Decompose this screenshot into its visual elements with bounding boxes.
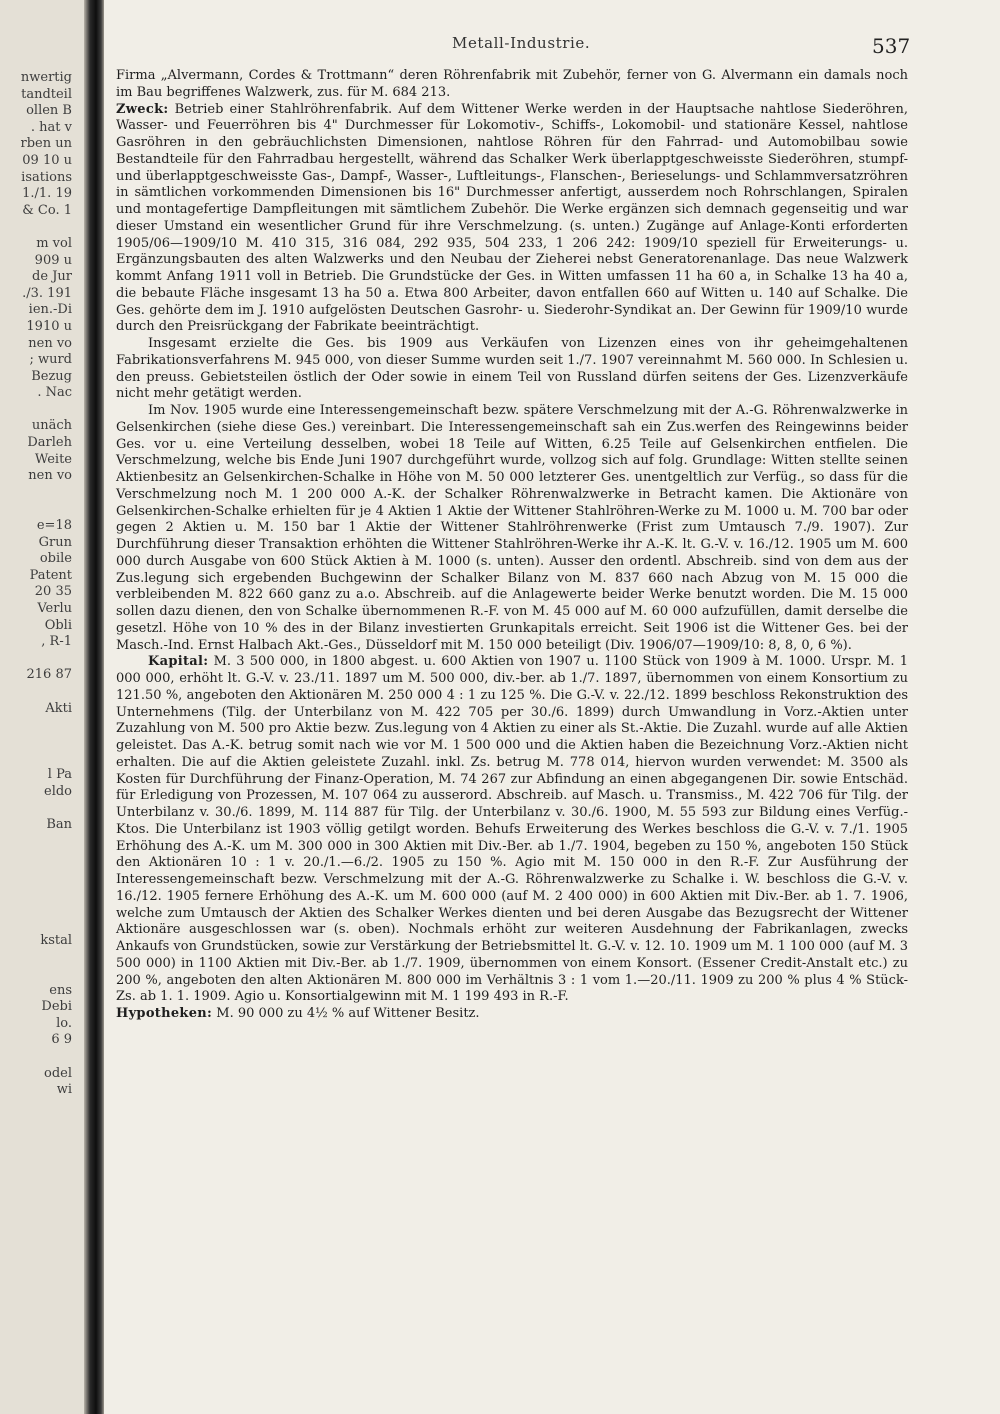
facing-page-fragment: tandteil [21,86,72,102]
facing-page-fragment [0,949,72,966]
facing-page-fragment [0,900,72,917]
facing-page-fragment: Ban [46,816,72,832]
zweck-paragraph [116,102,908,337]
hypotheken-text: M. 90 000 zu 4½ % auf Wittener Besitz. [216,1006,480,1021]
facing-page-fragment [0,219,72,236]
fusion-paragraph: Im Nov. 1905 wurde eine Interessengemeinschaft bezw. spätere Verschmelzung mit der A.-G. Röhrenwalzwerke in Gelsenkirchen (siehe diese Ges.) vereinbart. Die Interessengemeinschaft sah ein Zus.werfen des Reingewinns beider Ges. vor u. eine Verteilung desselben, wobei 18 Teile auf Witten, 6.25 Teile auf Gelsenkirchen entfielen. Die Verschmelzung, welche bis Ende Juni 1907 durchgeführt wurde, vollzog sich auf folg. Grundlage: Witten stellte seinen Aktienbesitz an Gelsenkirchen-Schalke in Höhe von M. 50 000 letzterer Ges. unentgeltlich zur Verfüg., so dass für die Verschmelzung noch M. 1 200 000 A.-K. der Schalker Röhrenwalzwerke in Betracht kamen. Die Aktionäre von Gelsenkirchen-Schalke erhielten für je 4 Aktien 1 Aktie der Wittener Stahlröhren-Werke zu M. 1000 u. M. 700 bar oder gegen 2 Aktien u. M. 150 bar 1 Aktie der Wittener Stahlröhrenwerke (Frist zum Umtausch 7./9. 1907). Zur Durchführung dieser Transaktion erhöhten die Wittener Stahlröhren-Werke ihr A.-K. lt. G.-V. v. 16./12. 1905 um M. 600 000 durch Ausgabe von 600 Stück Aktien à M. 1000 (s. unten). Ausser den ordentl. Abschreib. sind von dem aus der Zus.legung sich ergebenden Buchgewinn der Schalker Bilanz von M. 837 660 nach Abzug von M. 15 000 die verbleibenden M. 822 660 ganz zu a.o. Abschreib. auf die Anlagewerte beider Werke benutzt worden. Die M. 15 000 sollen dazu dienen, den von Schalke übernommenen R.-F. von M. 45 000 auf M. 60 000 aufzufüllen, damit derselbe die gesetzl. Höhe von 10 % des in der Bilanz investierten Grunkapitals erreicht. Seit 1906 ist die Wittener Ges. bei der Masch.-Ind. Ernst Halbach Akt.-Ges., Düsseldorf mit M. 150 000 beteiligt (Div. 1906/07—1909/10: 8, 8, 0, 6 %). [116,403,908,653]
facing-page-fragment [0,402,72,419]
facing-page-fragment: wi [56,1082,72,1098]
facing-page-fragment: Darleh [27,435,72,451]
facing-page-fragment: Patent [29,567,72,583]
facing-page-fragment: ./3. 191 [22,285,72,301]
page-number: 537 [872,34,911,58]
facing-page-fragment: . Nac [37,385,72,401]
facing-page-fragment: ; wurd [29,352,72,368]
facing-page-fragment: Verlu [37,601,72,616]
facing-page-fragment: m vol [36,235,72,251]
facing-page-fragment [0,883,72,900]
intro-paragraph: Firma „Alvermann, Cordes & Trottmann“ deren Röhrenfabrik mit Zubehör, ferner von G. Alvermann ein damals noch im Bau begriffenes Walzwerk, zus. für M. 684 213. [116,68,908,100]
facing-page-fragment: de Jur [32,269,72,285]
facing-page-fragment: 1./1. 19 [22,186,72,202]
facing-page-fragment: kstal [40,932,72,948]
facing-page-fragment [0,734,72,751]
facing-page-fragment: nen vo [28,468,72,484]
article-body [116,68,908,1023]
facing-page-fragment [0,750,72,767]
facing-page-fragment [0,717,72,734]
facing-page-fragment: . hat v [30,119,72,135]
facing-page-fragment: Obli [44,617,72,633]
book-spine [84,0,104,1414]
facing-page-fragment: obile [39,551,72,567]
facing-page-fragment: & Co. 1 [22,202,72,218]
facing-page-fragment [0,1049,72,1066]
facing-page-fragment: nen vo [28,335,72,351]
facing-page-fragment [0,651,72,668]
facing-page-fragment: 6 9 [51,1032,72,1048]
facing-page-edge [0,0,90,1414]
hypotheken-paragraph [116,1006,908,1023]
facing-page-fragment: lo. [56,1015,72,1031]
facing-page-fragment: ens [49,982,72,998]
facing-page-fragment: Akti [45,700,72,716]
facing-page-fragment: 909 u [34,252,72,268]
facing-page-fragment: ien.-Di [28,302,72,318]
facing-page-fragment: ollen B [26,103,72,119]
facing-page-fragment: , R-1 [41,634,72,650]
facing-page-fragment [0,916,72,933]
facing-page-fragment: 216 87 [26,667,72,683]
facing-page-fragment: rben un [20,136,72,152]
kapital-label: Kapital: [148,654,209,670]
facing-page-fragment [0,966,72,983]
facing-page-fragment [0,833,72,850]
facing-page-fragment: Debi [41,999,72,1015]
facing-page-fragment: 09 10 u [22,152,72,168]
running-head: Metall-Industrie. [452,34,591,52]
facing-page-fragment: e=18 [36,518,72,534]
facing-page-fragment: 1910 u [26,318,72,334]
facing-page-fragment: odel [44,1065,72,1081]
facing-page-fragment: nwertig [20,70,72,85]
facing-page-fragment [0,684,72,701]
kapital-paragraph [116,654,908,1006]
facing-page-fragment: Bezug [31,368,72,384]
facing-page-fragment [0,850,72,867]
facing-page-fragment: Weite [34,451,72,467]
facing-page-fragment: l Pa [47,766,72,782]
facing-page-fragment: unäch [31,418,72,434]
hypotheken-label: Hypotheken: [116,1006,213,1021]
facing-page-fragment [0,501,72,518]
zweck-text: Betrieb einer Stahlröhrenfabrik. Auf dem Wittener Werke werden in der Hauptsache nahtlose Siederöhren, Wasser- und Feuerröhren bis 4" Durchmesser für Lokomotiv-, Schiffs-, Lokomobil- und stationäre Kessel, nahtlose Gasröhren in den gebräuchlichsten Dimensionen, nahtlose Röhren für den Fahrrad- und Automobilbau sowie Bestandteile für den Fahrradbau hergestellt, während das Schalker Werk überlapptgeschweisste Siederöhren, stumpf- und überlapptgeschweisste Gas-, Dampf-, Wasser-, Luftleitungs-, Flanschen-, Berieselungs- und Schlammversatzröhren in sämtlichen vorkommenden Dimensionen bis 16" Durchmesser anfertigt, ausserdem noch Rohrschlangen, Spiralen und montagefertige Dampfleitungen mit sämtlichem Zubehör. Die Werke ergänzen sich demnach gegenseitig und war dieser Umstand ein wesentlicher Grund für ihre Verschmelzung. (s. unten.) Zugänge auf Anlage-Konti erforderten 1905/06—1909/10 M. 410 315, 316 084, 292 935, 504 233, 1 206 242: 1909/10 speziell für Erweiterungs- u. Ergänzungsbauten des alten Walzwerks und den Neubau der Zieherei nebst Generatorenanlage. Das neue Walzwerk kommt Anfang 1911 voll in Betrieb. Die Grundstücke der Ges. in Witten umfassen 11 ha 60 a, in Schalke 13 ha 40 a, die bebaute Fläche insgesamt 13 ha 50 a. Etwa 800 Arbeiter, davon entfallen 660 auf Witten u. 140 auf Schalke. Die Ges. gehörte dem im J. 1910 aufgelösten Deutschen Gasrohr- u. Siederohr-Syndikat an. Der Gewinn für 1909/10 wurde durch den Preisrückgang der Fabrikate beeinträchtigt. [116,101,908,335]
facing-page-fragment [0,485,72,502]
zweck-label: Zweck: [116,101,169,117]
facing-page-fragment [0,867,72,884]
kapital-text: M. 3 500 000, in 1800 abgest. u. 600 Aktien von 1907 u. 1100 Stück von 1909 à M. 1000. Urspr. M. 1 000 000, erhöht lt. G.-V. v. 23./11. 1897 um M. 500 000, div.-ber. ab 1./7. 1897, übernommen von einem Konsortium zu 121.50 %, angeboten den Aktionären M. 250 000 4 : 1 zu 125 %. Die G.-V. v. 22./12. 1899 beschloss Rekonstruktion des Unternehmens (Tilg. der Unterbilanz von M. 422 705 per 30./6. 1899) durch Umwandlung in Vorz.-Aktien unter Zuzahlung von M. 500 pro Aktie bezw. Zus.legung von 4 Aktien zu einer als St.-Aktie. Die Zuzahl. wurde auf alle Aktien geleistet. Das A.-K. betrug somit nach wie vor M. 1 500 000 und die Aktien haben die Bezeichnung Vorz.-Aktien nicht erhalten. Die auf die Aktien geleistete Zuzahl. inkl. Zs. betrug M. 778 014, hiervon wurden verwendet: M. 3500 als Kosten für Durchführung der Finanz-Operation, M. 74 267 zur Abfindung an einen abgegangenen Dir. sowie Entschäd. für Erledigung von Prozessen, M. 107 064 zu ausserord. Abschreib. auf Masch. u. Transmiss., M. 422 706 für Tilg. der Unterbilanz v. 30./6. 1899, M. 114 887 für Tilg. der Unterbilanz v. 30./6. 1900, M. 55 593 zur Bildung eines Verfüg.-Ktos. Die Unterbilanz ist 1903 völlig getilgt worden. Behufs Erweiterung des Werkes beschloss die G.-V. v. 7./1. 1905 Erhöhung des A.-K. um M. 300 000 in 300 Aktien mit Div.-Ber. ab 1./7. 1904, begeben zu 150 %, angeboten 150 Stück den Aktionären 10 : 1 v. 20./1.—6./2. 1905 zu 150 %. Agio mit M. 150 000 in den R.-F. Zur Ausführung der Interessengemeinschaft bezw. Verschmelzung mit der A.-G. Röhrenwalzwerke zu Schalke i. W. beschloss die G.-V. v. 16./12. 1905 fernere Erhöhung des A.-K. um M. 600 000 (auf M. 2 400 000) in 600 Aktien mit Div.-Ber. ab 1. 7. 1906, welche zum Umtausch der Aktien des Schalker Werkes dienten und bei deren Ausgabe das Bezugsrecht der Wittener Aktionäre ausgeschlossen war (s. oben). Nochmals erhöht zur weiteren Ausdehnung der Fabrikanlagen, zwecks Ankaufs von Grundstücken, sowie zur Verstärkung der Betriebsmittel lt. G.-V. v. 12. 10. 1909 um M. 1 100 000 (auf M. 3 500 000) in 1100 Aktien mit Div.-Ber. ab 1./7. 1909, übernommen von einem Konsort. (Essener Credit-Anstalt etc.) zu 200 %, angeboten den alten Aktionären M. 800 000 im Verhältnis 3 : 1 vom 1.—20./11. 1909 zu 200 % plus 4 % Stück-Zs. ab 1. 1. 1909. Agio u. Konsortialgewinn mit M. 1 199 493 in R.-F. [116,654,908,1005]
facing-page-fragments [0,70,72,1099]
facing-page-fragment [0,800,72,817]
lizenzen-paragraph: Insgesamt erzielte die Ges. bis 1909 aus Verkäufen von Lizenzen eines von ihr geheimgehaltenen Fabrikationsverfahrens M. 945 000, von dieser Summe wurden seit 1./7. 1907 vereinnahmt M. 560 000. In Schlesien u. den preuss. Gebietsteilen östlich der Oder sowie in einem Teil von Russland dürfen seitens der Ges. Lizenzverkäufe nicht mehr getätigt werden. [116,336,908,402]
facing-page-fragment: 20 35 [34,584,72,600]
facing-page-fragment: Grun [38,534,72,550]
facing-page-fragment: eldo [44,783,72,799]
facing-page-fragment: isations [21,169,72,185]
